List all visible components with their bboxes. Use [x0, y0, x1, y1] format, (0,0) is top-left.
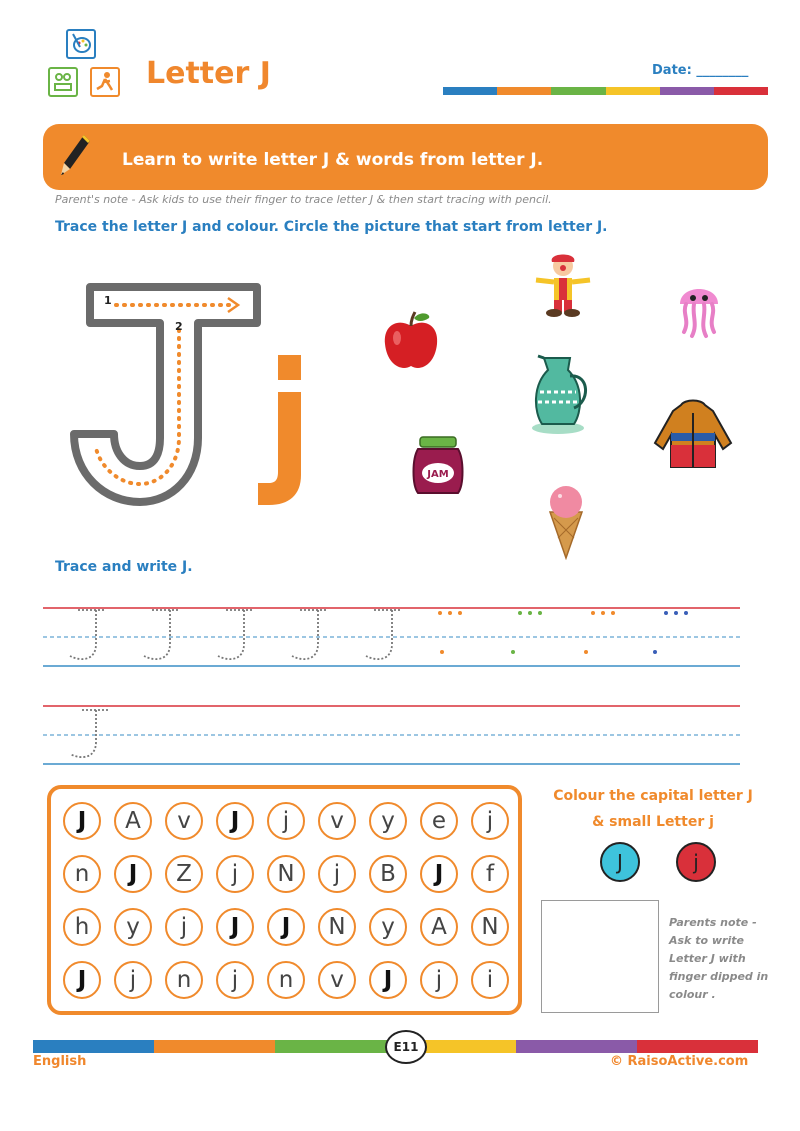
letter-circle[interactable]: e — [420, 802, 458, 840]
apple-picture[interactable] — [381, 310, 441, 374]
clown-picture[interactable] — [530, 252, 596, 318]
page-title: Letter J — [146, 56, 271, 91]
parent-note: Parent's note - Ask kids to use their finger to trace letter J & then start tracing with pencil. — [55, 193, 552, 206]
jug-picture[interactable] — [524, 348, 594, 436]
colour-capital-j[interactable]: J — [600, 842, 640, 882]
letter-circle[interactable]: j — [165, 908, 203, 946]
letter-circle[interactable]: h — [63, 908, 101, 946]
children-reading-icon — [48, 67, 78, 97]
colour-title-line1: Colour the capital letter J — [553, 788, 753, 804]
colour-title-line2: & small Letter j — [592, 814, 714, 830]
letter-circle[interactable]: j — [216, 961, 254, 999]
section1-instruction: Trace the letter J and colour. Circle the picture that start from letter J. — [55, 219, 608, 235]
jam-jar-picture[interactable] — [410, 435, 466, 497]
jellyfish-picture[interactable] — [674, 280, 724, 340]
trace-letter-J-uppercase[interactable] — [60, 278, 270, 513]
letter-circle[interactable]: J — [420, 855, 458, 893]
letter-circle[interactable]: J — [267, 908, 305, 946]
letter-circle[interactable]: j — [216, 855, 254, 893]
letter-circle[interactable]: N — [471, 908, 509, 946]
letter-circle[interactable]: N — [267, 855, 305, 893]
jacket-picture[interactable] — [651, 399, 735, 471]
finger-paint-box[interactable] — [541, 900, 659, 1013]
letter-circle[interactable]: j — [471, 802, 509, 840]
letter-circle[interactable]: n — [267, 961, 305, 999]
letter-circle[interactable]: y — [114, 908, 152, 946]
letter-circle[interactable]: Z — [165, 855, 203, 893]
letter-circle[interactable]: j — [318, 855, 356, 893]
pencil-icon — [58, 133, 92, 179]
letter-circle[interactable]: J — [216, 802, 254, 840]
letter-circle[interactable]: J — [369, 961, 407, 999]
letter-circle[interactable]: j — [267, 802, 305, 840]
colour-small-j[interactable]: j — [676, 842, 716, 882]
jam-label: JAM — [427, 469, 449, 480]
letter-circle[interactable]: y — [369, 908, 407, 946]
footer-site[interactable]: © RaisoActive.com — [610, 1054, 749, 1069]
letter-circle[interactable]: J — [63, 961, 101, 999]
letter-circle[interactable]: J — [114, 855, 152, 893]
tracing-lines-row1[interactable] — [40, 600, 743, 670]
footer-subject: English — [33, 1054, 87, 1069]
parents-note-colour: Parents note - Ask to write Letter J with finger dipped in colour . — [669, 916, 769, 1001]
letter-circle[interactable]: i — [471, 961, 509, 999]
child-running-icon — [90, 67, 120, 97]
letter-circle[interactable]: N — [318, 908, 356, 946]
letter-circle[interactable]: v — [318, 802, 356, 840]
letter-circle[interactable]: J — [216, 908, 254, 946]
letter-circle[interactable]: v — [165, 802, 203, 840]
letter-circle[interactable]: j — [114, 961, 152, 999]
letter-circle[interactable]: n — [63, 855, 101, 893]
letter-circle[interactable]: B — [369, 855, 407, 893]
ice-cream-picture[interactable] — [544, 484, 588, 560]
stroke-number-1: 1 — [104, 294, 112, 307]
letter-circle[interactable]: v — [318, 961, 356, 999]
letter-circle[interactable]: A — [114, 802, 152, 840]
banner-text: Learn to write letter J & words from letter J. — [122, 150, 544, 170]
section2-instruction: Trace and write J. — [55, 559, 193, 575]
palette-icon — [66, 29, 96, 59]
small-letter-j — [255, 350, 315, 510]
page-number: E11 — [385, 1030, 427, 1064]
letter-circle[interactable]: J — [63, 802, 101, 840]
letter-circle[interactable]: A — [420, 908, 458, 946]
tracing-lines-row2[interactable] — [40, 698, 743, 768]
letter-circle[interactable]: f — [471, 855, 509, 893]
stroke-number-2: 2 — [175, 320, 183, 333]
letter-circle[interactable]: j — [420, 961, 458, 999]
date-field[interactable]: Date: ________ — [652, 63, 749, 78]
letter-circle[interactable]: n — [165, 961, 203, 999]
header-color-stripe — [443, 87, 768, 95]
letter-circle[interactable]: y — [369, 802, 407, 840]
